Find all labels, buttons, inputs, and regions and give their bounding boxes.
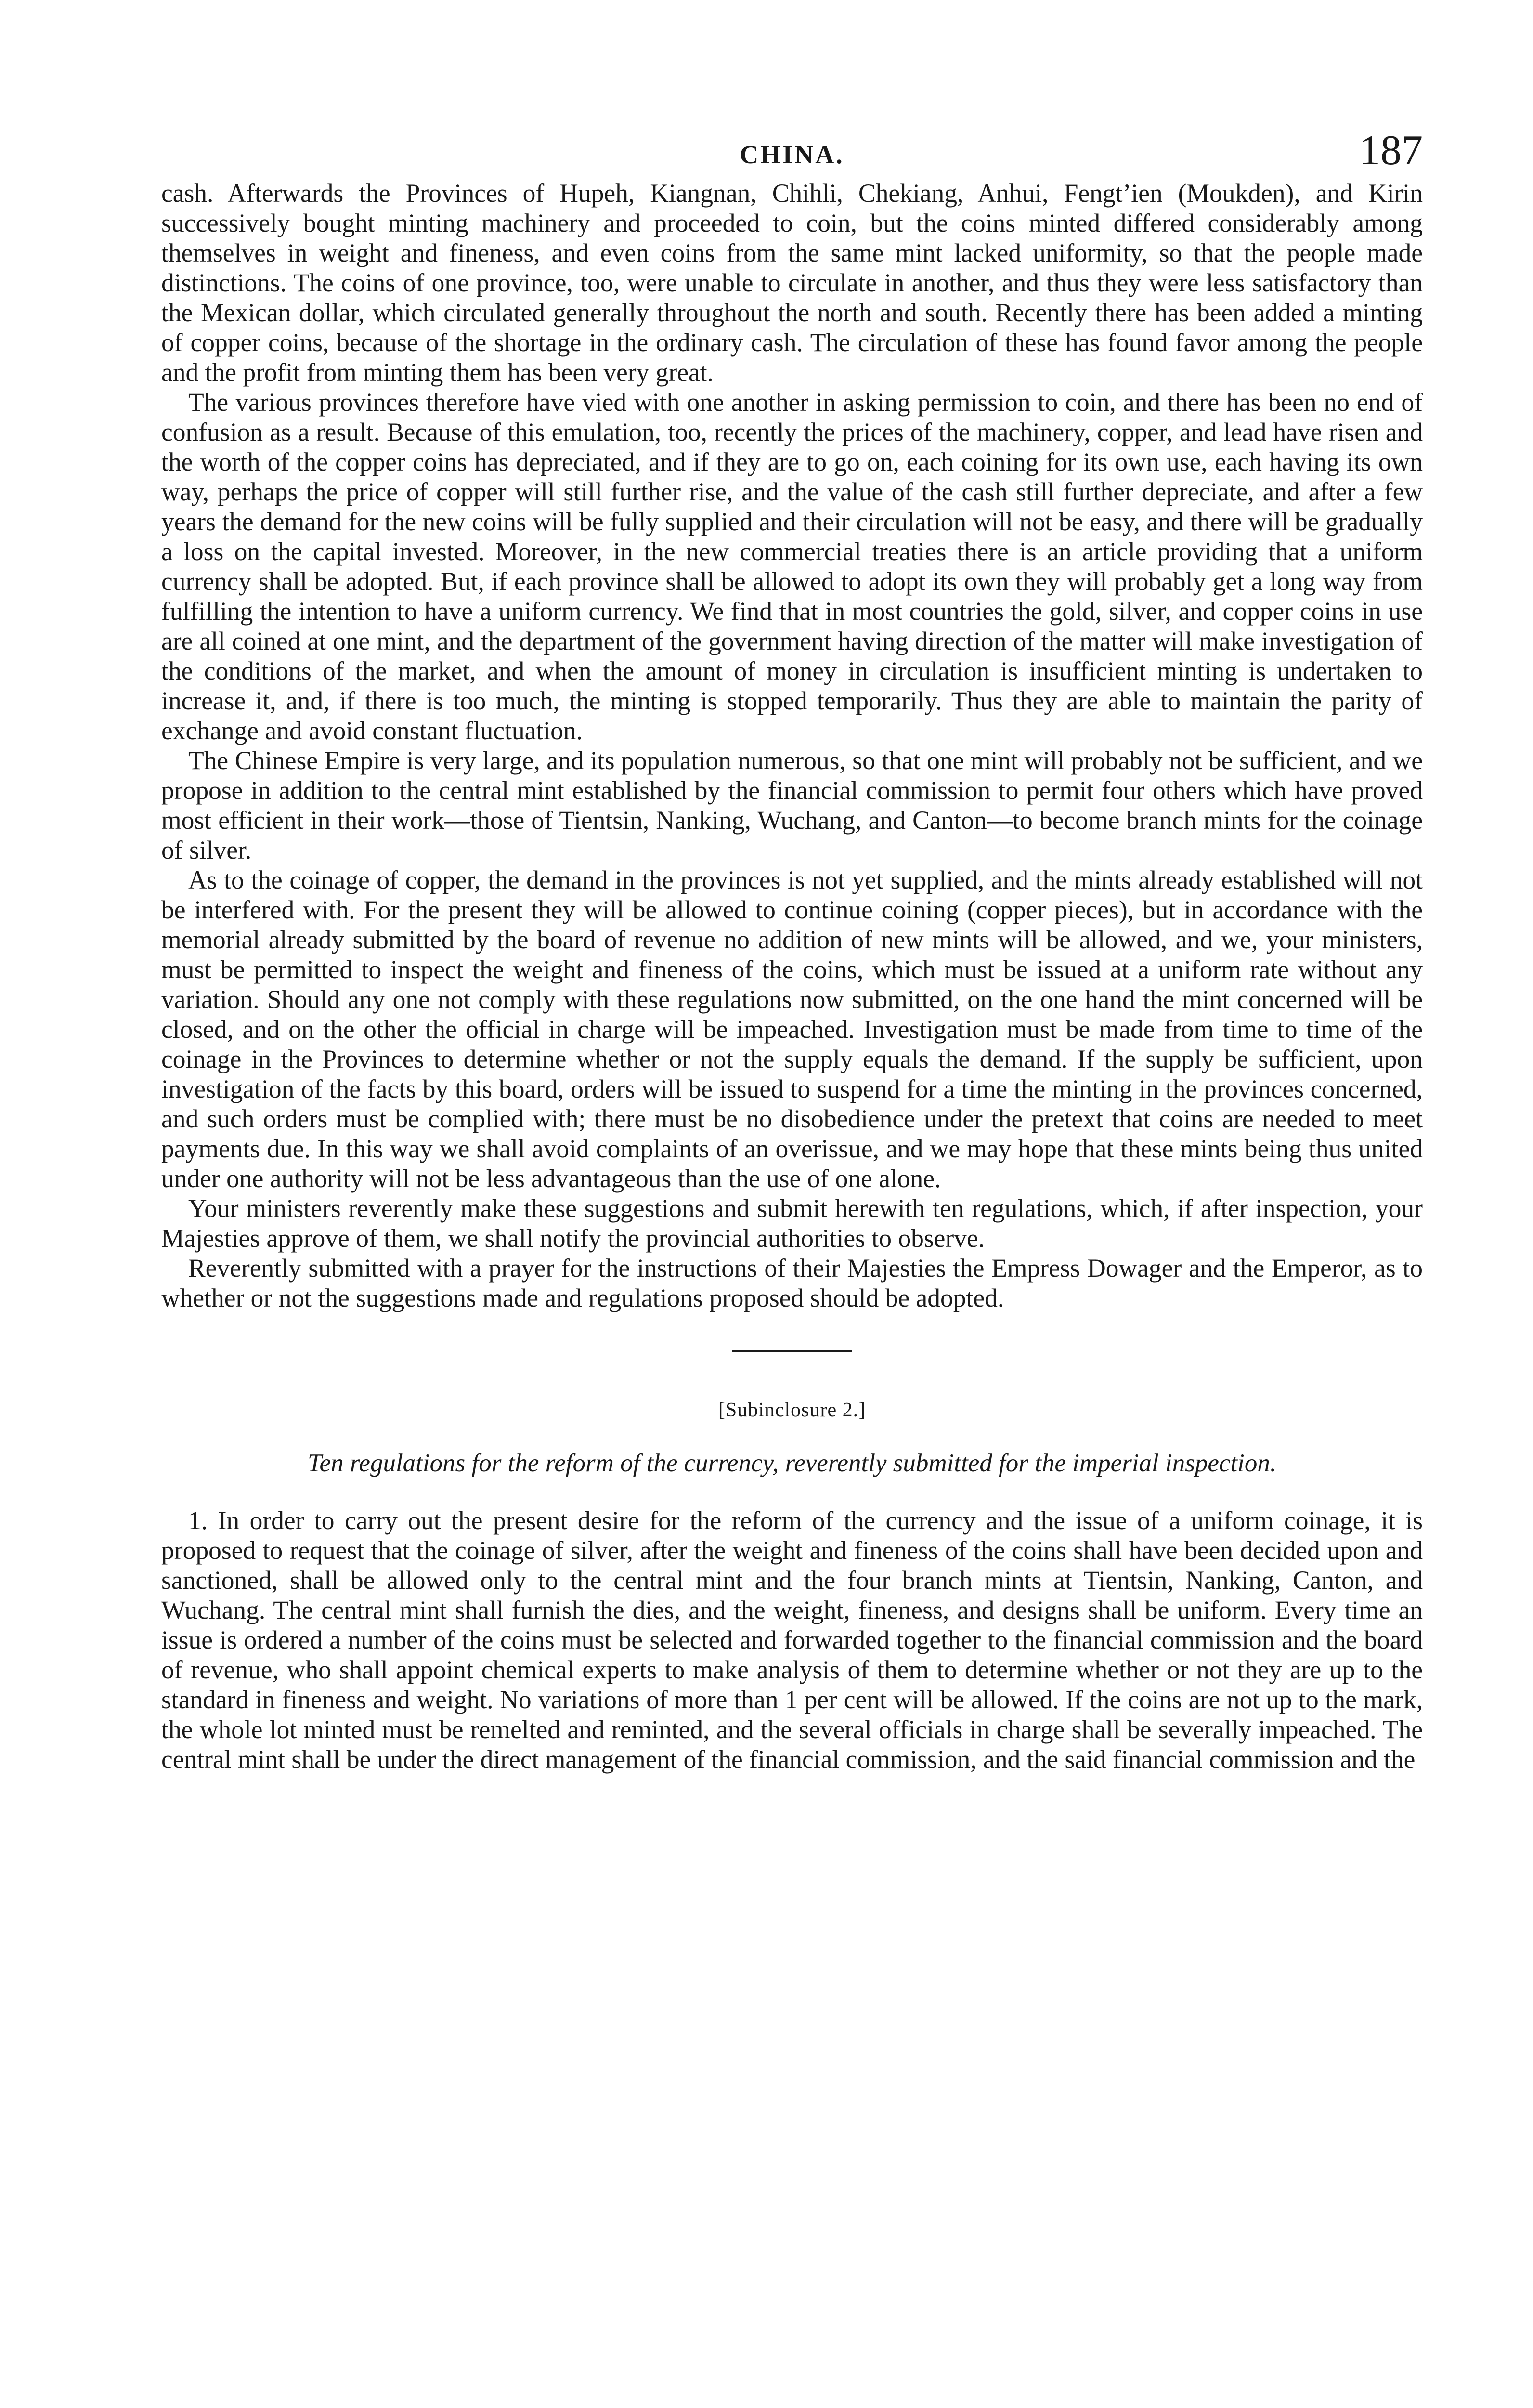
document-page	[161, 120, 1423, 1774]
paragraph: cash. Afterwards the Provinces of Hupeh, Kiangnan, Chihli, Chekiang, Anhui, Fengt’ien (Moukden), and Kirin successively bought minting machinery and proceeded to coin, but the coins minted differed considerably among themselves in weight and fineness, and even coins from the same mint lacked uniformity, so that the people made distinctions. The coins of one province, too, were unable to circulate in another, and thus they were less satisfactory than the Mexican dollar, which circulated generally throughout the north and south. Recently there has been added a minting of copper coins, because of the shortage in the ordinary cash. The circulation of these has found favor among the people and the profit from minting them has been very great.	[161, 179, 1423, 387]
page-number: 187	[1359, 127, 1423, 174]
paragraph: Your ministers reverently make these suggestions and submit herewith ten regulations, which, if after inspection, your Majesties approve of them, we shall notify the provincial authorities to observe.	[161, 1194, 1423, 1253]
paragraph: The various provinces therefore have vied with one another in asking permission to coin, and there has been no end of confusion as a result. Because of this emulation, too, recently the prices of the machinery, copper, and lead have risen and the worth of the copper coins has depreciated, and if they are to go on, each coining for its own use, each having its own way, perhaps the price of copper will still further rise, and the value of the cash still further depreciate, and after a few years the demand for the new coins will be fully supplied and their circulation will not be easy, and there will be gradually a loss on the capital invested. Moreover, in the new commercial treaties there is an article providing that a uniform currency shall be adopted. But, if each province shall be allowed to adopt its own they will probably get a long way from fulfilling the intention to have a uniform currency. We find that in most countries the gold, silver, and copper coins in use are all coined at one mint, and the department of the government having direction of the matter will make investigation of the conditions of the market, and when the amount of money in circulation is insufficient minting is undertaken to increase it, and, if there is too much, the minting is stopped temporarily. Thus they are able to maintain the parity of exchange and avoid constant fluctuation.	[161, 388, 1423, 745]
regulation-item: 1. In order to carry out the present desire for the reform of the currency and the issue of a uniform coinage, it is proposed to request that the coinage of silver, after the weight and fineness of the coins shall have been decided upon and sanctioned, shall be allowed only to the central mint and the four branch mints at Tientsin, Nanking, Canton, and Wuchang. The central mint shall furnish the dies, and the weight, fineness, and designs shall be uniform. Every time an issue is ordered a number of the coins must be selected and forwarded together to the financial commission and the board of revenue, who shall appoint chemical experts to make analysis of them to determine whether or not they are up to the standard in fineness and weight. No variations of more than 1 per cent will be allowed. If the coins are not up to the mark, the whole lot minted must be remelted and reminted, and the several officials in charge shall be severally impeached. The central mint shall be under the direct management of the financial commission, and the said financial commission and the	[161, 1506, 1423, 1774]
running-head: CHINA.	[740, 140, 844, 169]
section-title: Ten regulations for the reform of the currency, reverently submitted for the imperial inspection.	[307, 1449, 1277, 1477]
regulations-body	[161, 1505, 1423, 1774]
page-header	[161, 120, 1423, 178]
memorial-body	[161, 178, 1423, 1313]
subinclosure-label: [Subinclosure 2.]	[718, 1399, 866, 1421]
section-divider	[732, 1350, 852, 1352]
paragraph: The Chinese Empire is very large, and its population numerous, so that one mint will probably not be sufficient, and we propose in addition to the central mint established by the financial commission to permit four others which have proved most efficient in their work—those of Tientsin, Nanking, Wuchang, and Canton—to become branch mints for the coinage of silver.	[161, 746, 1423, 864]
paragraph: Reverently submitted with a prayer for the instructions of their Majesties the Empress Dowager and the Emperor, as to whether or not the suggestions made and regulations proposed should be adopted.	[161, 1254, 1423, 1312]
paragraph: As to the coinage of copper, the demand in the provinces is not yet supplied, and the mints already established will not be interfered with. For the present they will be allowed to continue coining (copper pieces), but in accordance with the memorial already submitted by the board of revenue no addition of new mints will be allowed, and we, your ministers, must be permitted to inspect the weight and fineness of the coins, which must be issued at a uniform rate without any variation. Should any one not comply with these regulations now submitted, on the one hand the mint concerned will be closed, and on the other the official in charge will be impeached. Investigation must be made from time to time of the coinage in the Provinces to determine whether or not the supply equals the demand. If the supply be sufficient, upon investigation of the facts by this board, orders will be issued to suspend for a time the minting in the provinces concerned, and such orders must be complied with; there must be no disobedience under the pretext that coins are needed to meet payments due. In this way we shall avoid complaints of an overissue, and we may hope that these mints being thus united under one authority will not be less advantageous than the use of one alone.	[161, 865, 1423, 1193]
